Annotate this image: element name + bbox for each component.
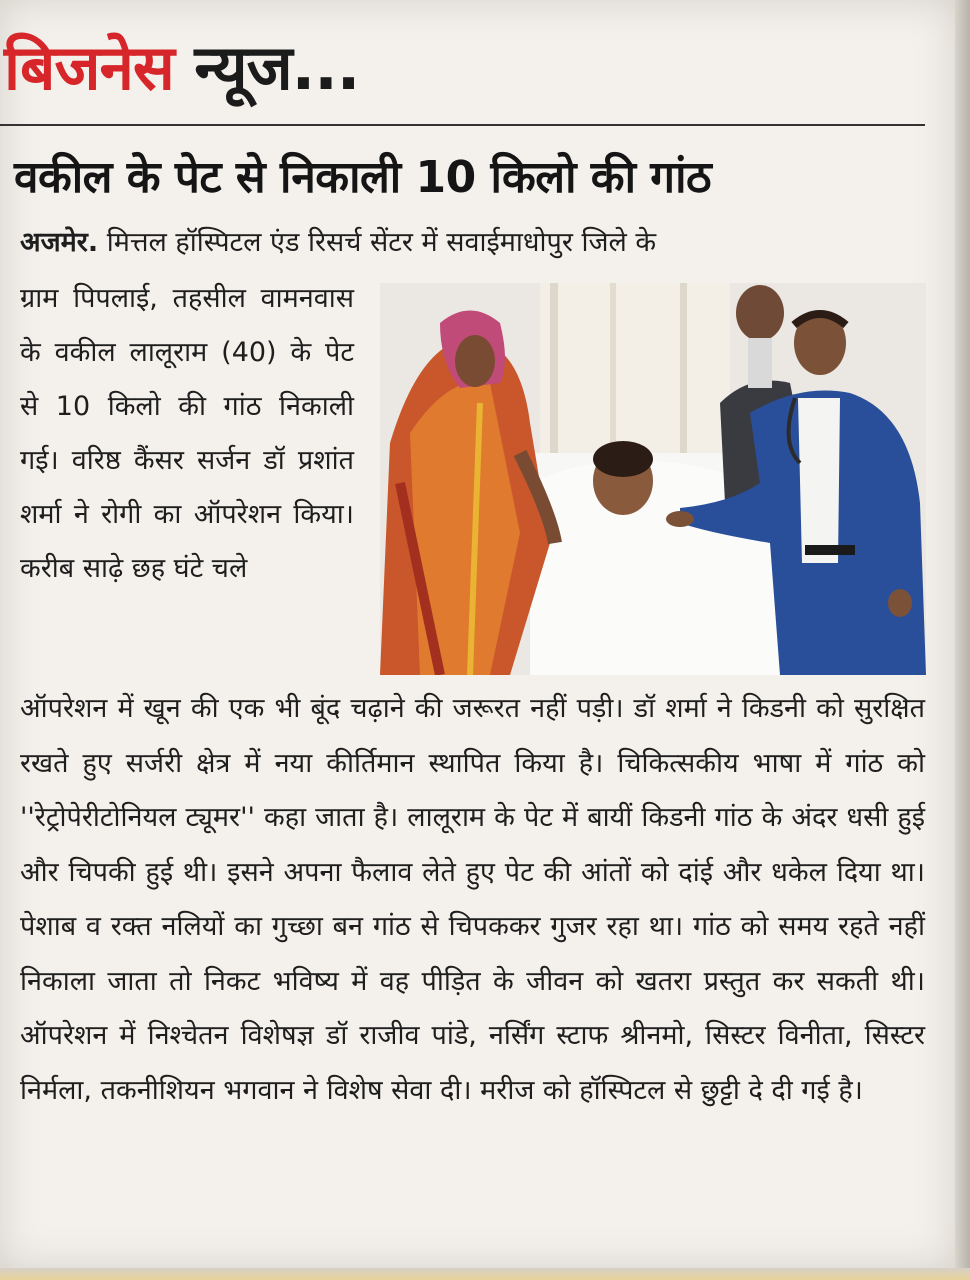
article-lead bbox=[20, 216, 925, 270]
article-body: ऑपरेशन में खून की एक भी बूंद चढ़ाने की जरूरत नहीं पड़ी। डॉ शर्मा ने किडनी को सुरक्षित रखते हुए सर्जरी क्षेत्र में नया कीर्तिमान स्थापित किया है। चिकित्सकीय भाषा में गांठ को ''रेट्रोपेरीटोनियल ट्यूमर'' कहा जाता है। लालूराम के पेट में बायीं किडनी गांठ के अंदर धसी हुई और चिपकी हुई थी। इसने अपना फैलाव लेते हुए पेट की आंतों को दांई और धकेल दिया था। पेशाब व रक्त नलियों का गुच्छा बन गांठ से चिपककर गुजर रहा था। गांठ को समय रहते नहीं निकाला जाता तो निकट भविष्य में वह पीड़ित के जीवन को खतरा प्रस्तुत कर सकती थी। ऑपरेशन में निश्चेतन विशेषज्ञ डॉ राजीव पांडे, नर्सिंग स्टाफ श्रीनमो, सिस्टर विनीता, सिस्टर निर्मला, तकनीशियन भगवान ने विशेष सेवा दी। मरीज को हॉस्पिटल से छुट्टी दे दी गई है। bbox=[20, 693, 925, 1106]
lead-text: मित्तल हॉस्पिटल एंड रिसर्च सेंटर में सवाईमाधोपुर जिले के bbox=[106, 227, 657, 258]
section-title-red: बिजनेस bbox=[4, 31, 174, 104]
article-side-text: ग्राम पिपलाई, तहसील वामनवास के वकील लालूराम (40) के पेट से 10 किलो की गांठ निकाली गई। वरिष्ठ कैंसर सर्जन डॉ प्रशांत शर्मा ने रोगी का ऑपरेशन किया। करीब साढ़े छह घंटे चले bbox=[20, 283, 354, 584]
page-edge-right bbox=[955, 0, 970, 1280]
section-title-black: न्यूज... bbox=[194, 31, 360, 104]
dateline: अजमेर. bbox=[20, 227, 99, 258]
section-divider bbox=[0, 124, 925, 126]
page-edge-bottom bbox=[0, 1268, 970, 1280]
headline: वकील के पेट से निकाली 10 किलो की गांठ bbox=[14, 152, 712, 203]
news-photo bbox=[380, 283, 926, 675]
section-title bbox=[4, 28, 359, 108]
